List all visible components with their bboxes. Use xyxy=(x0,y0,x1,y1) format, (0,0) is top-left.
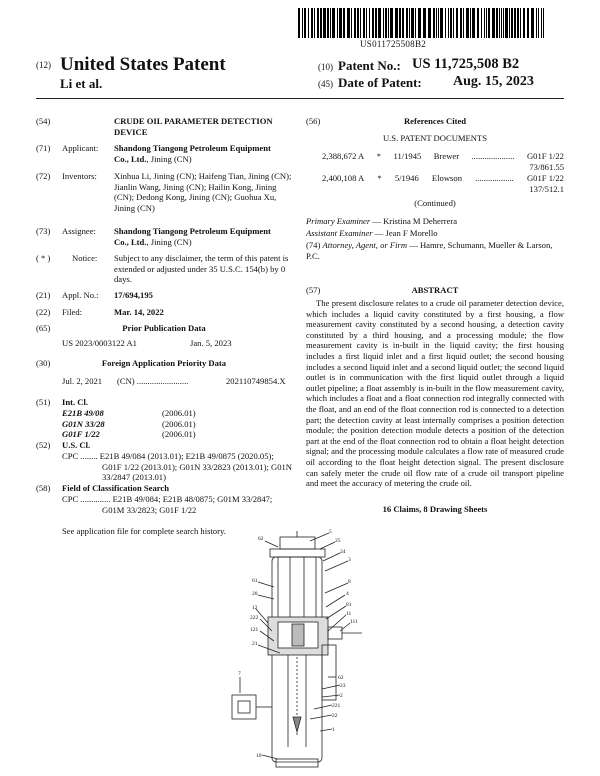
barcode-bar xyxy=(390,8,393,38)
figure-label: 25 xyxy=(335,538,341,544)
tag-65: (65) xyxy=(36,323,51,333)
tag-71: (71) xyxy=(36,143,51,153)
reference-number: 2,388,672 A xyxy=(322,151,365,161)
barcode xyxy=(298,8,544,38)
barcode-bar xyxy=(302,8,303,38)
figure-label: 111 xyxy=(350,619,358,625)
barcode-bar xyxy=(354,8,356,38)
attorney-label: Attorney, Agent, or Firm xyxy=(322,240,408,250)
tag-51: (51) xyxy=(36,397,51,407)
barcode-bar xyxy=(448,8,449,38)
int-cl-heading: Int. Cl. xyxy=(62,397,89,407)
foreign-priority-number: 202110749854.X xyxy=(226,376,286,386)
figure-label: 23 xyxy=(340,683,346,689)
barcode-bar xyxy=(433,8,435,38)
barcode-bar xyxy=(511,8,513,38)
int-cl-year: (2006.01) xyxy=(162,418,196,429)
figure-label: 12 xyxy=(252,605,258,611)
barcode-bar xyxy=(538,8,539,38)
tag-30: (30) xyxy=(36,358,51,368)
barcode-bar xyxy=(406,8,408,38)
references-heading: References Cited xyxy=(403,116,467,126)
notice-text: Subject to any disclaimer, the term of this patent is extended or adjusted under 35 U.S.C. 154(b) by 0 days. xyxy=(114,253,289,285)
barcode-bar xyxy=(366,8,367,38)
claims-summary: 16 Claims, 8 Drawing Sheets xyxy=(382,504,488,514)
barcode-bar xyxy=(351,8,352,38)
prior-publication-date: Jan. 5, 2023 xyxy=(190,338,232,348)
reference-date: 5/1946 xyxy=(394,173,419,183)
tag-45: (45) xyxy=(318,79,333,89)
barcode-bar xyxy=(375,8,377,38)
appl-no-label: Appl. No.: xyxy=(62,290,99,300)
notice-label: Notice: xyxy=(72,253,98,263)
figure-label: 7 xyxy=(238,671,241,677)
barcode-bar xyxy=(385,8,387,38)
barcode-bar xyxy=(327,8,329,38)
barcode-bar xyxy=(463,8,464,38)
figure-label: 21 xyxy=(252,641,258,647)
reference-class: G01F 1/22 xyxy=(526,173,564,183)
figure-label: 10 xyxy=(256,753,262,759)
us-cl-heading: U.S. Cl. xyxy=(62,440,91,450)
header-rule xyxy=(36,98,564,99)
barcode-bar xyxy=(488,8,490,38)
barcode-bar xyxy=(378,8,381,38)
int-cl-row xyxy=(62,419,262,430)
tag-21: (21) xyxy=(36,290,51,300)
barcode-bar xyxy=(438,8,439,38)
barcode-bar xyxy=(337,8,338,38)
barcode-number: US011725508B2 xyxy=(360,39,427,49)
barcode-bar xyxy=(527,8,529,38)
field-search-heading: Field of Classification Search xyxy=(62,483,170,493)
barcode-bar xyxy=(486,8,487,38)
tag-22: (22) xyxy=(36,307,51,317)
barcode-bar xyxy=(308,8,309,38)
foreign-priority-heading: Foreign Application Priority Data xyxy=(101,358,227,368)
figure-label: 81 xyxy=(346,602,352,608)
foreign-priority-date: Jul. 2, 2021 xyxy=(62,376,103,386)
reference-name: Brewer xyxy=(433,151,460,161)
tag-52: (52) xyxy=(36,440,51,450)
invention-title: CRUDE OIL PARAMETER DETECTION DEVICE xyxy=(114,116,273,137)
barcode-bar xyxy=(332,8,335,38)
patent-no-label: Patent No.: xyxy=(338,58,401,73)
int-cl-code: G01N 33/28 xyxy=(62,418,105,429)
tag-notice: ( * ) xyxy=(36,253,51,263)
barcode-bar xyxy=(339,8,342,38)
tag-54: (54) xyxy=(36,116,51,126)
abstract-heading: ABSTRACT xyxy=(411,285,459,295)
inventors-label: Inventors: xyxy=(62,171,97,181)
attorney-name: — Hamre, Schumann, Mueller & Larson, P.C. xyxy=(306,240,553,261)
applicant-label: Applicant: xyxy=(62,143,99,153)
figure-label: 1 xyxy=(332,727,335,733)
barcode-bar xyxy=(369,8,370,38)
patent-number: US 11,725,508 B2 xyxy=(412,56,520,72)
barcode-bar xyxy=(477,8,479,38)
barcode-bar xyxy=(460,8,462,38)
int-cl-code: G01F 1/22 xyxy=(62,429,100,440)
barcode-bar xyxy=(523,8,525,38)
field-search-text: CPC .............. E21B 49/084; E21B 48/0875; G01M 33/2847; G01M 33/2823; G01F 1/22 xyxy=(62,494,273,515)
barcode-bar xyxy=(466,8,469,38)
barcode-bar xyxy=(428,8,431,38)
barcode-bar xyxy=(514,8,516,38)
barcode-bar xyxy=(470,8,471,38)
barcode-bar xyxy=(320,8,322,38)
barcode-bar xyxy=(402,8,404,38)
barcode-bar xyxy=(501,8,502,38)
tag-74: (74) xyxy=(306,240,321,250)
barcode-bar xyxy=(343,8,345,38)
applicant-name: Shandong Tiangong Petroleum Equipment Co., Ltd. xyxy=(114,143,271,164)
applicant-location: , Jining (CN) xyxy=(146,153,192,164)
filed-label: Filed: xyxy=(62,307,83,317)
patent-drawing xyxy=(210,527,385,772)
barcode-bar xyxy=(499,8,500,38)
barcode-bar xyxy=(395,8,398,38)
filed-value: Mar. 14, 2022 xyxy=(114,307,164,317)
barcode-bar xyxy=(496,8,498,38)
barcode-bar xyxy=(456,8,458,38)
barcode-bar xyxy=(517,8,519,38)
tag-10: (10) xyxy=(318,62,333,72)
barcode-bar xyxy=(323,8,326,38)
figure-label: 62 xyxy=(338,675,344,681)
int-cl-row xyxy=(62,429,262,440)
assistant-examiner xyxy=(306,228,438,239)
barcode-bar xyxy=(481,8,482,38)
appl-no-value: 17/694,195 xyxy=(114,290,153,300)
tag-58: (58) xyxy=(36,483,51,493)
inventors-value: Xinhua Li, Jining (CN); Haifeng Tian, Jining (CN); Jianlin Wang, Jining (CN); Hailin Kong, Jining (CN); Dedong Kong, Jining (CN); Guohua Xu, Jining (CN) xyxy=(114,171,292,213)
assignee-label: Assignee: xyxy=(62,226,96,236)
reference-dots: .................. xyxy=(475,173,514,183)
applicant-value xyxy=(114,143,284,164)
barcode-bar xyxy=(418,8,421,38)
barcode-bar xyxy=(440,8,443,38)
barcode-bar xyxy=(363,8,365,38)
field-search-note: See application file for complete search history. xyxy=(62,526,226,536)
barcode-bar xyxy=(357,8,359,38)
barcode-bar xyxy=(436,8,437,38)
barcode-bar xyxy=(360,8,361,38)
reference-name: Elowson xyxy=(431,173,462,183)
abstract-text: The present disclosure relates to a crude oil parameter detection device, which includes a liquid cavity constituted by a first housing, a flow measurement cavity constituted by a second housing, a detection cavity constituted by a third housing, and a processing module; the flow measurement cavity is in-built in the liquid cavity; the first housing includes a first liquid inlet and a first liquid outlet; the second housing includes a second liquid inlet and a second liquid outlet; the second liquid outlet is in communication with the first liquid outlet through a liquid outlet pipeline; a float assembly is in-built in the flow measurement cavity, which includes a float and a float connection rod integrally connected with the float, and an end of the float connection rod is connected to a detection part; the detection cavity at least internally comprises a position detection module; the position detection module detects a position of the detection part at the end of the float connection rod to obtain a float height detection signal; and the processing module calculates a flow rate of measured crude oil according to the float height detection signal. The present disclosure can safely meter the crude oil flow rate of a crude oil transport pipeline and meet the accuracy of metering the crude oil. xyxy=(306,298,564,489)
reference-row xyxy=(322,173,564,194)
barcode-bar xyxy=(314,8,315,38)
reference-subclass: 73/861.55 xyxy=(529,161,564,172)
barcode-bar xyxy=(304,8,306,38)
barcode-bar xyxy=(450,8,452,38)
figure-label: 2 xyxy=(340,693,343,699)
reference-number: 2,400,108 A xyxy=(322,173,365,183)
date-label: Date of Patent: xyxy=(338,75,422,90)
barcode-bar xyxy=(409,8,410,38)
tag-56: (56) xyxy=(306,116,321,126)
prior-publication-heading: Prior Publication Data xyxy=(122,323,206,333)
barcode-bar xyxy=(541,8,542,38)
assignee-name: Shandong Tiangong Petroleum Equipment Co., Ltd. xyxy=(114,226,271,247)
int-cl-code: E21B 49/08 xyxy=(62,408,104,418)
barcode-bar xyxy=(411,8,414,38)
figure-label: 8 xyxy=(348,579,351,585)
figure-label: 4 xyxy=(346,591,349,597)
barcode-bar xyxy=(399,8,401,38)
assistant-examiner-label: Assistant Examiner xyxy=(306,228,373,238)
figure-label: 5 xyxy=(329,529,332,535)
barcode-bar xyxy=(347,8,350,38)
barcode-bar xyxy=(509,8,510,38)
int-cl-list xyxy=(62,408,262,440)
figure-label: 62 xyxy=(258,536,264,542)
primary-examiner xyxy=(306,216,457,227)
reference-star: * xyxy=(377,173,382,183)
reference-subclass: 137/512.1 xyxy=(529,183,564,194)
reference-class: G01F 1/22 xyxy=(526,151,564,161)
reference-dots: .................... xyxy=(471,151,515,161)
int-cl-year: (2006.01) xyxy=(162,408,196,418)
figure-label: 22 xyxy=(332,713,338,719)
figure-label: 3 xyxy=(348,557,351,563)
barcode-bar xyxy=(492,8,495,38)
references-continued: (Continued) xyxy=(414,198,456,208)
barcode-bar xyxy=(388,8,389,38)
figure-label: 11 xyxy=(346,611,352,617)
figure-label: 221 xyxy=(332,703,341,709)
barcode-bar xyxy=(372,8,374,38)
barcode-bar xyxy=(503,8,504,38)
barcode-bar xyxy=(531,8,534,38)
barcode-bar xyxy=(298,8,300,38)
barcode-bar xyxy=(453,8,454,38)
reference-star: * xyxy=(376,151,382,161)
barcode-bar xyxy=(311,8,313,38)
figure-label: 61 xyxy=(252,578,258,584)
figure-label: 20 xyxy=(252,591,258,597)
foreign-priority-country: (CN) ........................ xyxy=(117,376,189,386)
tag-57: (57) xyxy=(306,285,321,295)
figure-label: 24 xyxy=(340,549,346,555)
barcode-bar xyxy=(330,8,331,38)
patent-date: Aug. 15, 2023 xyxy=(453,74,534,89)
barcode-bar xyxy=(505,8,508,38)
inventor-short: Li et al. xyxy=(60,76,103,91)
assistant-examiner-name: — Jean F Morello xyxy=(372,228,438,238)
assignee-value xyxy=(114,226,284,247)
barcode-bar xyxy=(543,8,544,38)
barcode-bar xyxy=(383,8,384,38)
barcode-bar xyxy=(423,8,426,38)
reference-date: 11/1945 xyxy=(393,151,422,161)
barcode-bar xyxy=(536,8,537,38)
barcode-bar xyxy=(472,8,475,38)
int-cl-row xyxy=(62,408,262,419)
barcode-bar xyxy=(317,8,319,38)
patent-type: United States Patent xyxy=(60,54,226,75)
tag-72: (72) xyxy=(36,171,51,181)
assignee-location: , Jining (CN) xyxy=(146,236,192,247)
figure-label: 222 xyxy=(250,615,259,621)
primary-examiner-label: Primary Examiner xyxy=(306,216,371,226)
int-cl-year: (2006.01) xyxy=(162,429,196,440)
barcode-bar xyxy=(484,8,485,38)
attorney xyxy=(306,240,564,261)
us-cl-text: CPC ........ E21B 49/084 (2013.01); E21B 49/0875 (2020.05); G01F 1/22 (2013.01); G01N 33/2823 (2013.01); G01N 33/2847 (2013.01) xyxy=(62,451,293,483)
tag-73: (73) xyxy=(36,226,51,236)
primary-examiner-name: — Kristina M Deherrera xyxy=(370,216,458,226)
us-patent-documents-heading: U.S. PATENT DOCUMENTS xyxy=(382,133,488,143)
reference-row xyxy=(322,151,564,172)
barcode-bar xyxy=(520,8,521,38)
barcode-bar xyxy=(415,8,416,38)
prior-publication-number: US 2023/0003122 A1 xyxy=(62,338,137,348)
figure-label: 121 xyxy=(250,627,259,633)
tag-12: (12) xyxy=(36,60,51,70)
barcode-bar xyxy=(445,8,446,38)
